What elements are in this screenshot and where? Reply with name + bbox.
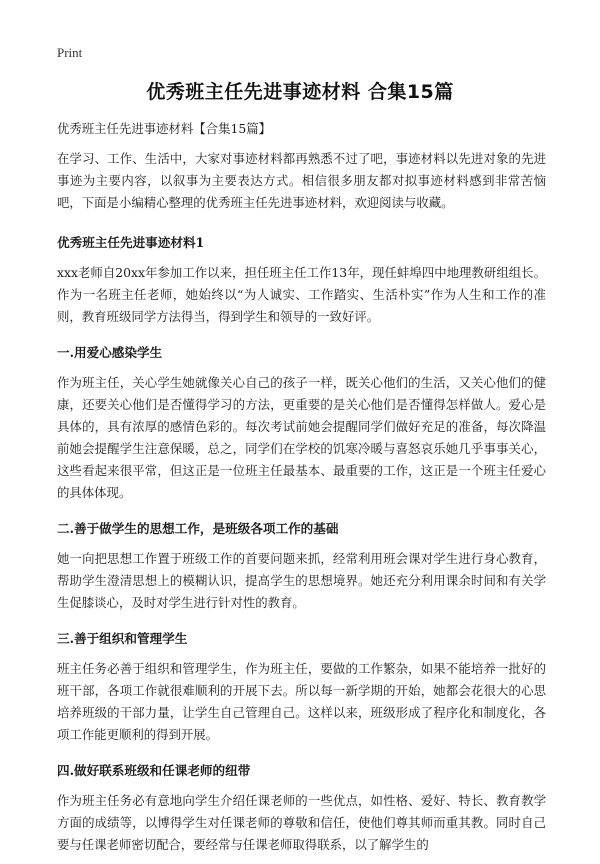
- section-heading: 一.用爱心感染学生: [57, 345, 163, 360]
- document-body: [57, 118, 546, 864]
- section-paragraph: xxx老师自20xx年参加工作以来，担任班主任工作13年，现任蚌埠四中地理教研组组长。作为一名班主任老师，她始终以“为人诚实、工作踏实、生活朴实”作为人生和工作的准则，教育班级同学方法得当，得到学生和领导的一致好评。: [57, 265, 546, 324]
- print-link[interactable]: Print: [57, 45, 83, 60]
- section-paragraph: 班主任务必善于组织和管理学生，作为班主任，要做的工作繁杂，如果不能培养一批好的班干部，各项工作就很难顺利的开展下去。所以每一新学期的开始，她都会花很大的心思培养班级的干部力量，让学生自己管理自己。这样以来，班级形成了程序化和制度化，各项工作能更顺利的得到开展。: [57, 661, 546, 742]
- section-heading: 二.善于做学生的思想工作，是班级各项工作的基础: [57, 521, 339, 536]
- section-heading: 三.善于组织和管理学生: [57, 631, 188, 646]
- section-paragraph: 作为班主任务必有意地向学生介绍任课老师的一些优点，如性格、爱好、特长、教育教学方面的成绩等，以博得学生对任课老师的尊敬和信任，使他们尊其师而重其教。同时自己要与任课老师密切配合，要经常与任课老师取得联系，以了解学生的: [57, 793, 546, 852]
- document-subtitle: 优秀班主任先进事迹材料【合集15篇】: [57, 121, 272, 136]
- intro-paragraph: 在学习、工作、生活中，大家对事迹材料都再熟悉不过了吧，事迹材料以先进对象的先进事迹为主要内容，以叙事为主要表达方式。相信很多朋友都对拟事迹材料感到非常苦恼吧，下面是小编精心整理的优秀班主任先进事迹材料，欢迎阅读与收藏。: [57, 151, 546, 210]
- section-heading: 优秀班主任先进事迹材料1: [57, 235, 205, 250]
- section-paragraph: 她一向把思想工作置于班级工作的首要问题来抓，经常利用班会课对学生进行身心教育，帮助学生澄清思想上的模糊认识，提高学生的思想境界。她还充分利用课余时间和有关学生促膝谈心，及时对学生进行针对性的教育。: [57, 551, 546, 610]
- section-paragraph: 作为班主任，关心学生她就像关心自己的孩子一样，既关心他们的生活，又关心他们的健康，还要关心他们是否懂得学习的方法，更重要的是关心他们是否懂得怎样做人。爱心是具体的，具有浓厚的感情色彩的。每次考试前她会提醒同学们做好充足的准备，每次降温前她会提醒学生注意保暖，总之，同学们在学校的饥寒冷暖与喜怒哀乐她几乎事事关心，这些看起来很平常，但这正是一位班主任最基本、最重要的工作，这正是一个班主任爱心的具体体现。: [57, 375, 546, 500]
- document-title: 优秀班主任先进事迹材料 合集15篇: [146, 81, 454, 103]
- section-heading: 四.做好联系班级和任课老师的纽带: [57, 763, 251, 778]
